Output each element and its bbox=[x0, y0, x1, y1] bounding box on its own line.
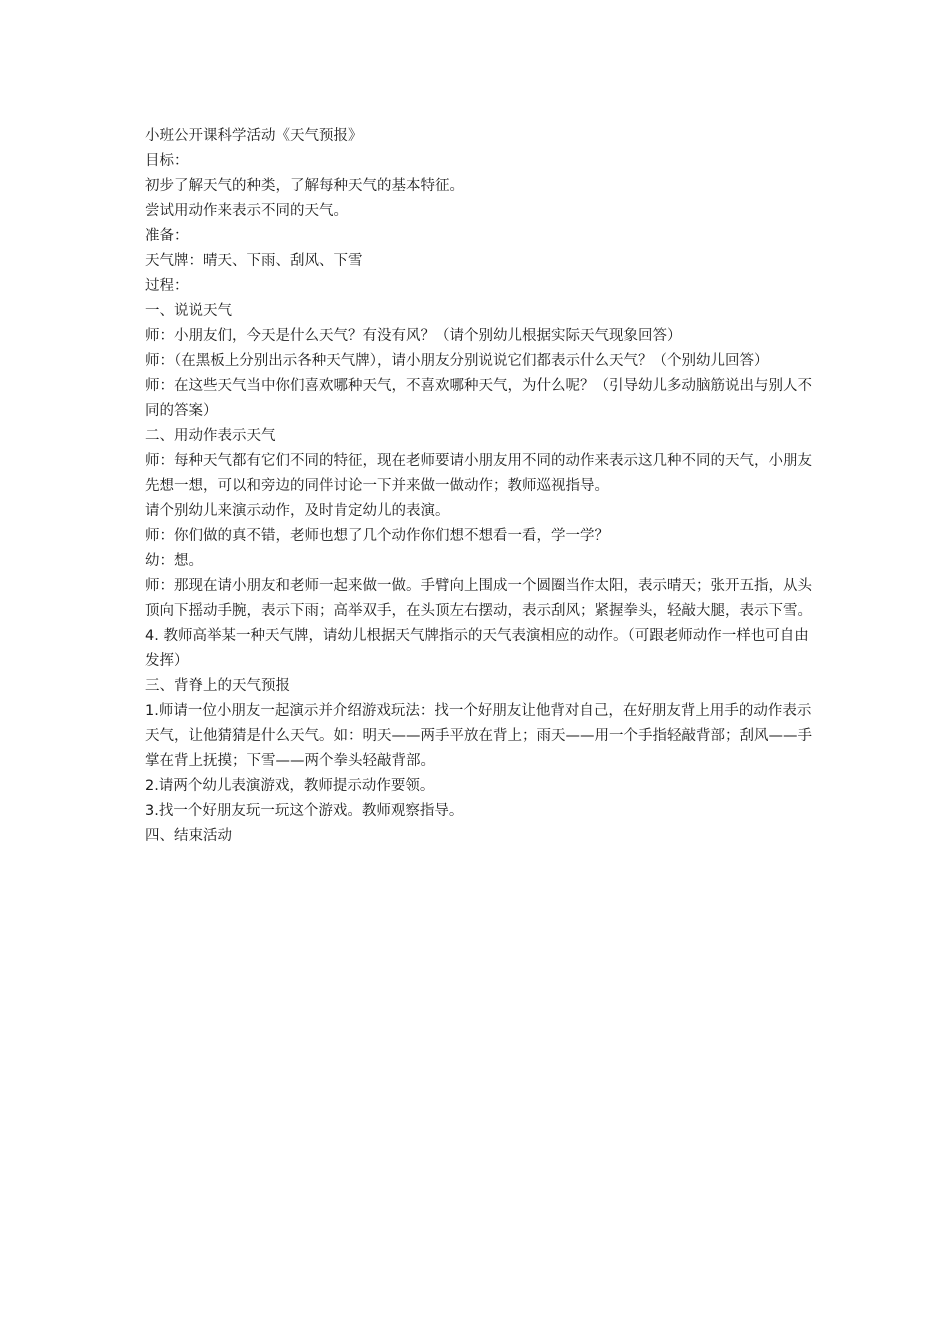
paragraph: 3.找一个好朋友玩一玩这个游戏。教师观察指导。 bbox=[145, 803, 464, 819]
paragraph: 请个别幼儿来演示动作，及时肯定幼儿的表演。 bbox=[145, 503, 450, 519]
preparation-item: 天气牌：晴天、下雨、刮风、下雪 bbox=[145, 253, 363, 269]
section-label-preparation: 准备： bbox=[145, 228, 189, 244]
paragraph: 师：在这些天气当中你们喜欢哪种天气，不喜欢哪种天气，为什么呢？（引导幼儿多动脑筋说出与别人不同的答案） bbox=[145, 378, 812, 419]
document-title: 小班公开课科学活动《天气预报》 bbox=[145, 128, 363, 144]
paragraph: 师：（在黑板上分别出示各种天气牌），请小朋友分别说说它们都表示什么天气？（个别幼儿回答） bbox=[145, 353, 769, 369]
section-label-process: 过程： bbox=[145, 278, 189, 294]
section-label-goals: 目标： bbox=[145, 153, 189, 169]
section-heading: 一、说说天气 bbox=[145, 303, 232, 319]
paragraph: 师：那现在请小朋友和老师一起来做一做。手臂向上围成一个圆圈当作太阳，表示晴天；张开五指，从头顶向下摇动手腕，表示下雨；高举双手，在头顶左右摆动，表示刮风；紧握拳头，轻敲大腿，表示下雪。 bbox=[145, 578, 812, 619]
section-heading: 三、背脊上的天气预报 bbox=[145, 678, 290, 694]
goal-item: 尝试用动作来表示不同的天气。 bbox=[145, 203, 348, 219]
paragraph: 师：小朋友们，今天是什么天气？有没有风？（请个别幼儿根据实际天气现象回答） bbox=[145, 328, 682, 344]
document-body bbox=[145, 124, 813, 849]
section-heading: 四、结束活动 bbox=[145, 828, 232, 844]
goal-item: 初步了解天气的种类，了解每种天气的基本特征。 bbox=[145, 178, 464, 194]
paragraph: 2.请两个幼儿表演游戏，教师提示动作要领。 bbox=[145, 778, 435, 794]
paragraph: 师：每种天气都有它们不同的特征，现在老师要请小朋友用不同的动作来表示这几种不同的天气，小朋友先想一想，可以和旁边的同伴讨论一下并来做一做动作；教师巡视指导。 bbox=[145, 453, 812, 494]
paragraph: 4. 教师高举某一种天气牌，请幼儿根据天气牌指示的天气表演相应的动作。（可跟老师动作一样也可自由发挥） bbox=[145, 628, 809, 669]
paragraph: 幼：想。 bbox=[145, 553, 203, 569]
paragraph: 师：你们做的真不错，老师也想了几个动作你们想不想看一看，学一学？ bbox=[145, 528, 609, 544]
paragraph: 1.师请一位小朋友一起演示并介绍游戏玩法：找一个好朋友让他背对自己，在好朋友背上用手的动作表示天气，让他猜猜是什么天气。如：明天——两手平放在背上；雨天——用一个手指轻敲背部；刮风——手掌在背上抚摸；下雪——两个拳头轻敲背部。 bbox=[145, 703, 812, 769]
section-heading: 二、用动作表示天气 bbox=[145, 428, 276, 444]
